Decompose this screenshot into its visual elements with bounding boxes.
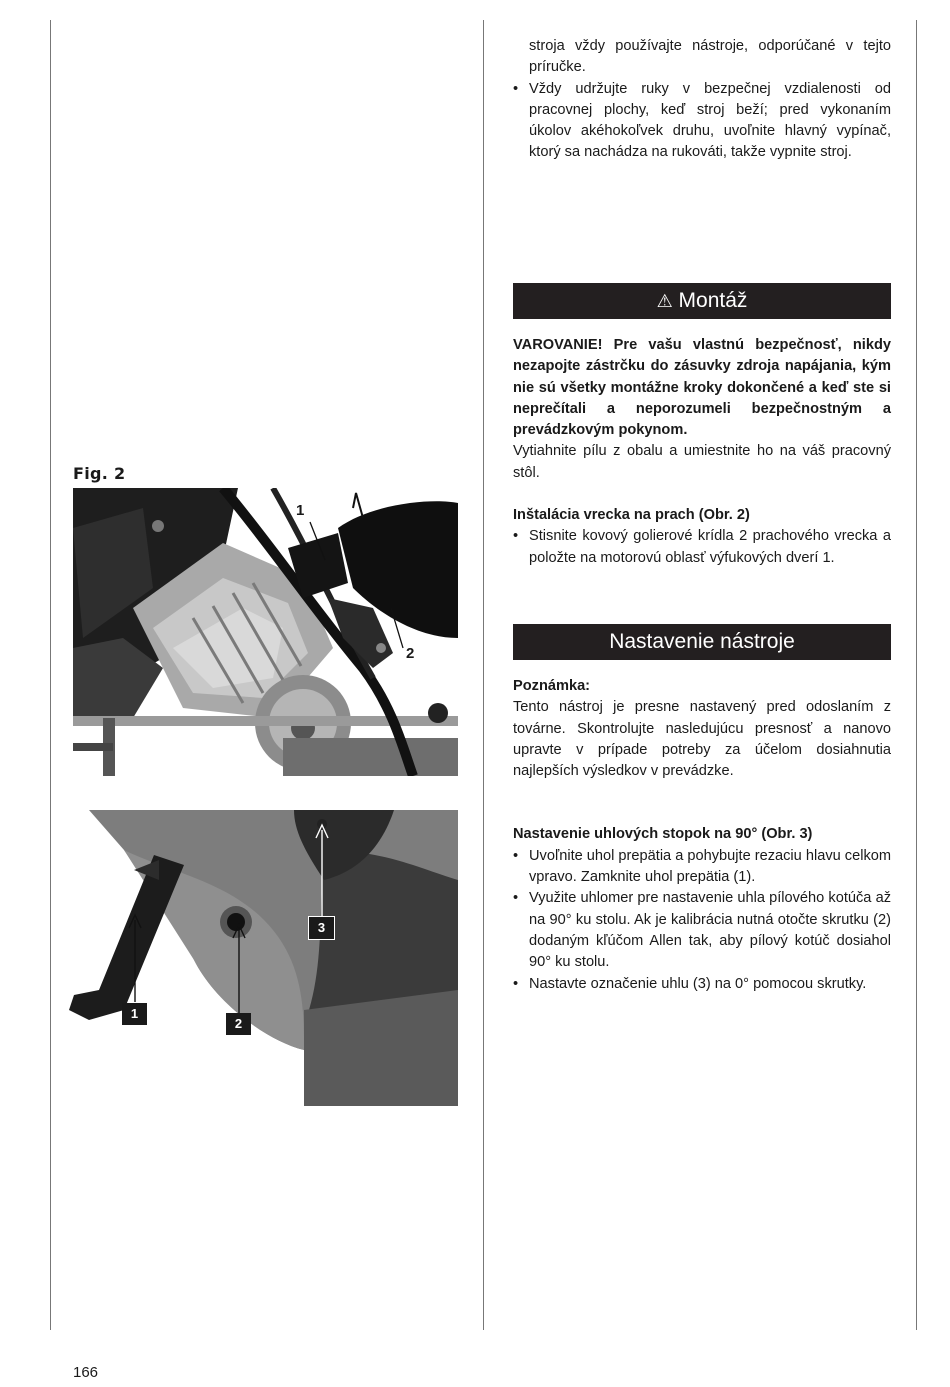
montaz-section xyxy=(513,335,891,569)
page-number: 166 xyxy=(73,1364,99,1381)
right-margin-rule xyxy=(916,20,917,1330)
montaz-warning: VAROVANIE! Pre vašu vlastnú bezpečnosť, nikdy nezapojte zástrčku do zásuvky zdroja napájania, kým nie sú všetky montážne kroky dokončené a keď ste si neprečítali a neporozumeli bezpečnostným a prevádzkovým pokynom. xyxy=(513,337,891,439)
continued-section xyxy=(513,36,891,164)
nastavenie-heading-bar xyxy=(513,624,891,660)
dustbag-subheading: Inštalácia vrecka na prach (Obr. 2) xyxy=(513,507,750,524)
fig2-callout-2: 2 xyxy=(406,645,415,662)
stops-bullet-1: • Uvoľnite uhol prepätia a pohybujte rezaciu hlavu celkom vpravo. Zamknite uhol prepätia (1). xyxy=(513,846,891,889)
fig3-callout-2: 2 xyxy=(226,1013,251,1035)
stops-bullet-3: • Nastavte označenie uhlu (3) na 0° pomocou skrutky. xyxy=(513,974,891,995)
nastavenie-title: Nastavenie nástroje xyxy=(609,630,795,653)
left-margin-rule xyxy=(50,20,51,1330)
note-label: Poznámka: xyxy=(513,678,591,694)
fig2-label: Fig. 2 xyxy=(73,464,126,483)
montaz-heading-bar xyxy=(513,283,891,319)
fig3-photo xyxy=(64,810,458,1106)
stops-subheading: Nastavenie uhlových stopok na 90° (Obr. 3) xyxy=(513,826,813,843)
safety-bullet: • Vždy udržujte ruky v bezpečnej vzdialenosti od pracovnej plochy, keď stroj beží; pred vykonaním úkolov akéhokoľvek druhu, uvoľnite hlavný vypínač, ktorý sa nachádza na rukováti, takže vypnite stroj. xyxy=(513,79,891,164)
montaz-intro: Vytiahnite pílu z obalu a umiestnite ho na váš pracovný stôl. xyxy=(513,443,891,481)
stops-bullet-2: • Využite uhlomer pre nastavenie uhla pílového kotúča až na 90° ku stolu. Ak je kalibrácia nutná otočte skrutku (2) dodaným kľúčom Allen tak, aby pílový kotúč dosiahol 90° ku stolu. xyxy=(513,888,891,973)
continued-text: stroja vždy používajte nástroje, odporúčané v tejto príručke. xyxy=(529,38,891,76)
dustbag-bullet: • Stisnite kovový golierové krídla 2 prachového vrecka a položte na motorovú oblasť výfukových dverí 1. xyxy=(513,526,891,569)
fig3-callout-3: 3 xyxy=(309,917,334,939)
nastavenie-section xyxy=(513,676,891,995)
warning-triangle-icon: ⚠ xyxy=(656,291,673,311)
fig3-callout-1: 1 xyxy=(122,1003,147,1025)
fig2-photo xyxy=(73,488,458,776)
note-text: Tento nástroj je presne nastavený pred odoslaním z továrne. Skontrolujte nasledujúcu presnosť a nanovo upravte v prípade potreby za účelom dosiahnutia najlepších výsledkov v prevádzke. xyxy=(513,699,891,780)
montaz-title: Montáž xyxy=(678,289,748,312)
fig2-callout-1: 1 xyxy=(296,502,305,519)
column-divider-rule xyxy=(483,20,484,1330)
